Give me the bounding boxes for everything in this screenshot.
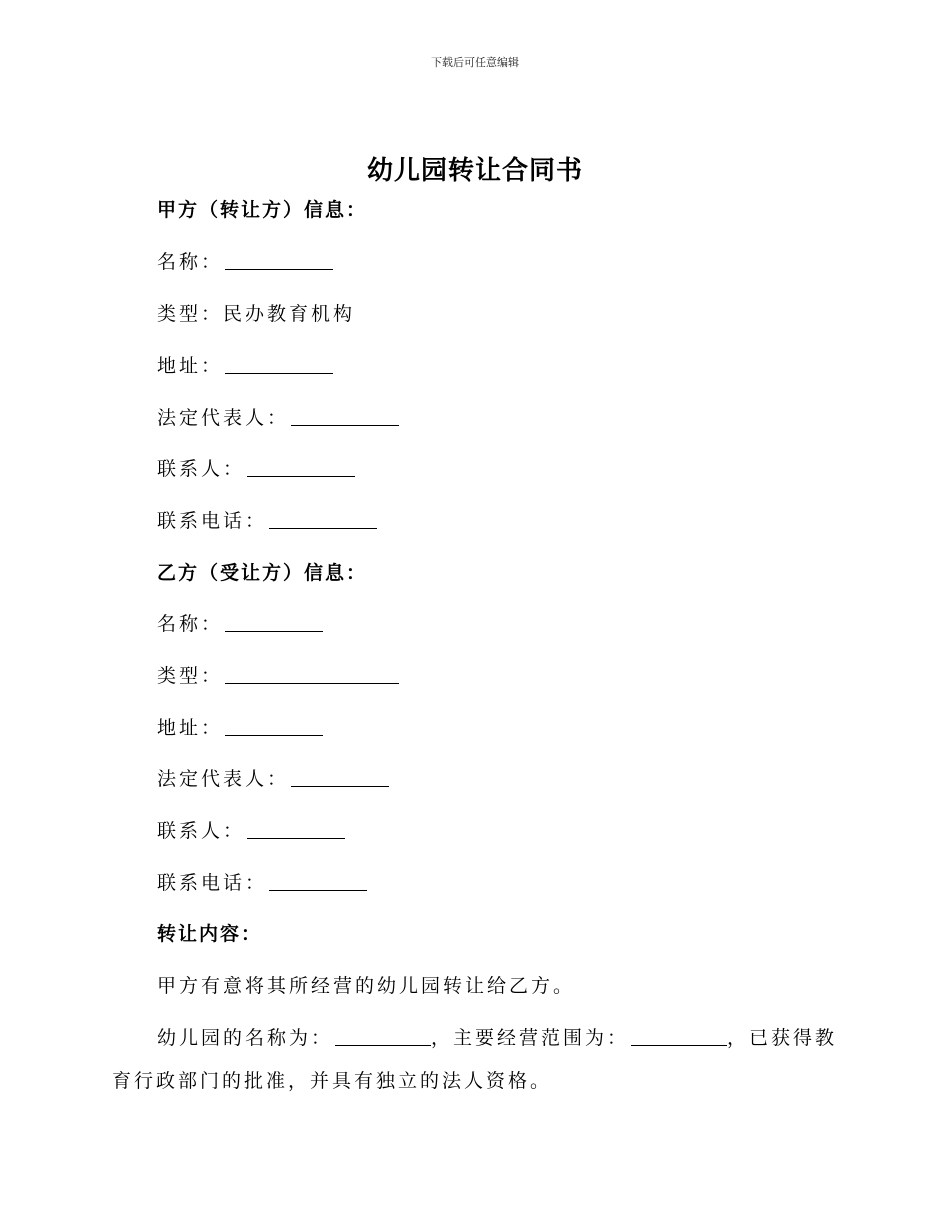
business-scope-label: ，主要经营范围为：	[431, 1027, 630, 1049]
party-a-name-row	[157, 250, 333, 274]
transfer-heading: 转让内容：	[157, 923, 263, 945]
party-b-address-blank[interactable]	[225, 717, 323, 736]
header-note: 下载后可任意编辑	[431, 56, 519, 69]
party-b-name-label: 名称：	[157, 613, 224, 635]
party-b-contact-blank[interactable]	[247, 820, 345, 839]
party-a-address-blank[interactable]	[225, 355, 333, 374]
party-a-contact-row	[157, 457, 355, 481]
party-a-type-row	[157, 302, 355, 326]
party-a-phone-row	[157, 509, 377, 533]
party-a-contact-label: 联系人：	[157, 458, 246, 480]
party-b-contact-row	[157, 819, 345, 843]
party-b-phone-blank[interactable]	[269, 872, 367, 891]
party-a-contact-blank[interactable]	[247, 458, 355, 477]
transfer-paragraph-2-continued: 育行政部门的批准，并具有独立的法人资格。	[112, 1070, 553, 1092]
business-scope-blank[interactable]	[631, 1027, 727, 1046]
party-b-phone-row	[157, 871, 367, 895]
party-b-name-blank[interactable]	[225, 613, 323, 632]
kindergarten-name-label: 幼儿园的名称为：	[157, 1027, 334, 1049]
party-b-name-row	[157, 612, 323, 636]
party-b-legal-rep-row	[157, 767, 389, 791]
party-b-address-row	[157, 716, 323, 740]
party-b-type-label: 类型：	[157, 665, 224, 687]
kindergarten-name-blank[interactable]	[335, 1027, 431, 1046]
approval-text: ，已获得教	[727, 1027, 838, 1049]
party-a-type-label: 类型：	[157, 303, 224, 325]
party-a-name-blank[interactable]	[225, 251, 333, 270]
party-a-name-label: 名称：	[157, 251, 224, 273]
party-a-phone-label: 联系电话：	[157, 510, 268, 532]
document-title: 幼儿园转让合同书	[366, 156, 583, 186]
party-b-legal-rep-label: 法定代表人：	[157, 768, 290, 790]
party-a-address-label: 地址：	[157, 355, 224, 377]
transfer-paragraph-1: 甲方有意将其所经营的幼儿园转让给乙方。	[157, 975, 576, 997]
party-b-type-row	[157, 664, 399, 688]
party-a-address-row	[157, 354, 333, 378]
party-a-legal-rep-blank[interactable]	[291, 407, 399, 426]
party-a-type-value: 民办教育机构	[223, 303, 356, 325]
party-a-legal-rep-row	[157, 406, 399, 430]
party-a-legal-rep-label: 法定代表人：	[157, 407, 290, 429]
party-b-legal-rep-blank[interactable]	[291, 768, 389, 787]
party-b-contact-label: 联系人：	[157, 820, 246, 842]
party-a-phone-blank[interactable]	[269, 510, 377, 529]
party-a-heading: 甲方（转让方）信息：	[157, 199, 368, 221]
party-b-phone-label: 联系电话：	[157, 872, 268, 894]
party-b-address-label: 地址：	[157, 717, 224, 739]
party-b-type-blank[interactable]	[225, 665, 399, 684]
party-b-heading: 乙方（受让方）信息：	[157, 562, 368, 584]
transfer-paragraph-2	[157, 1026, 837, 1050]
